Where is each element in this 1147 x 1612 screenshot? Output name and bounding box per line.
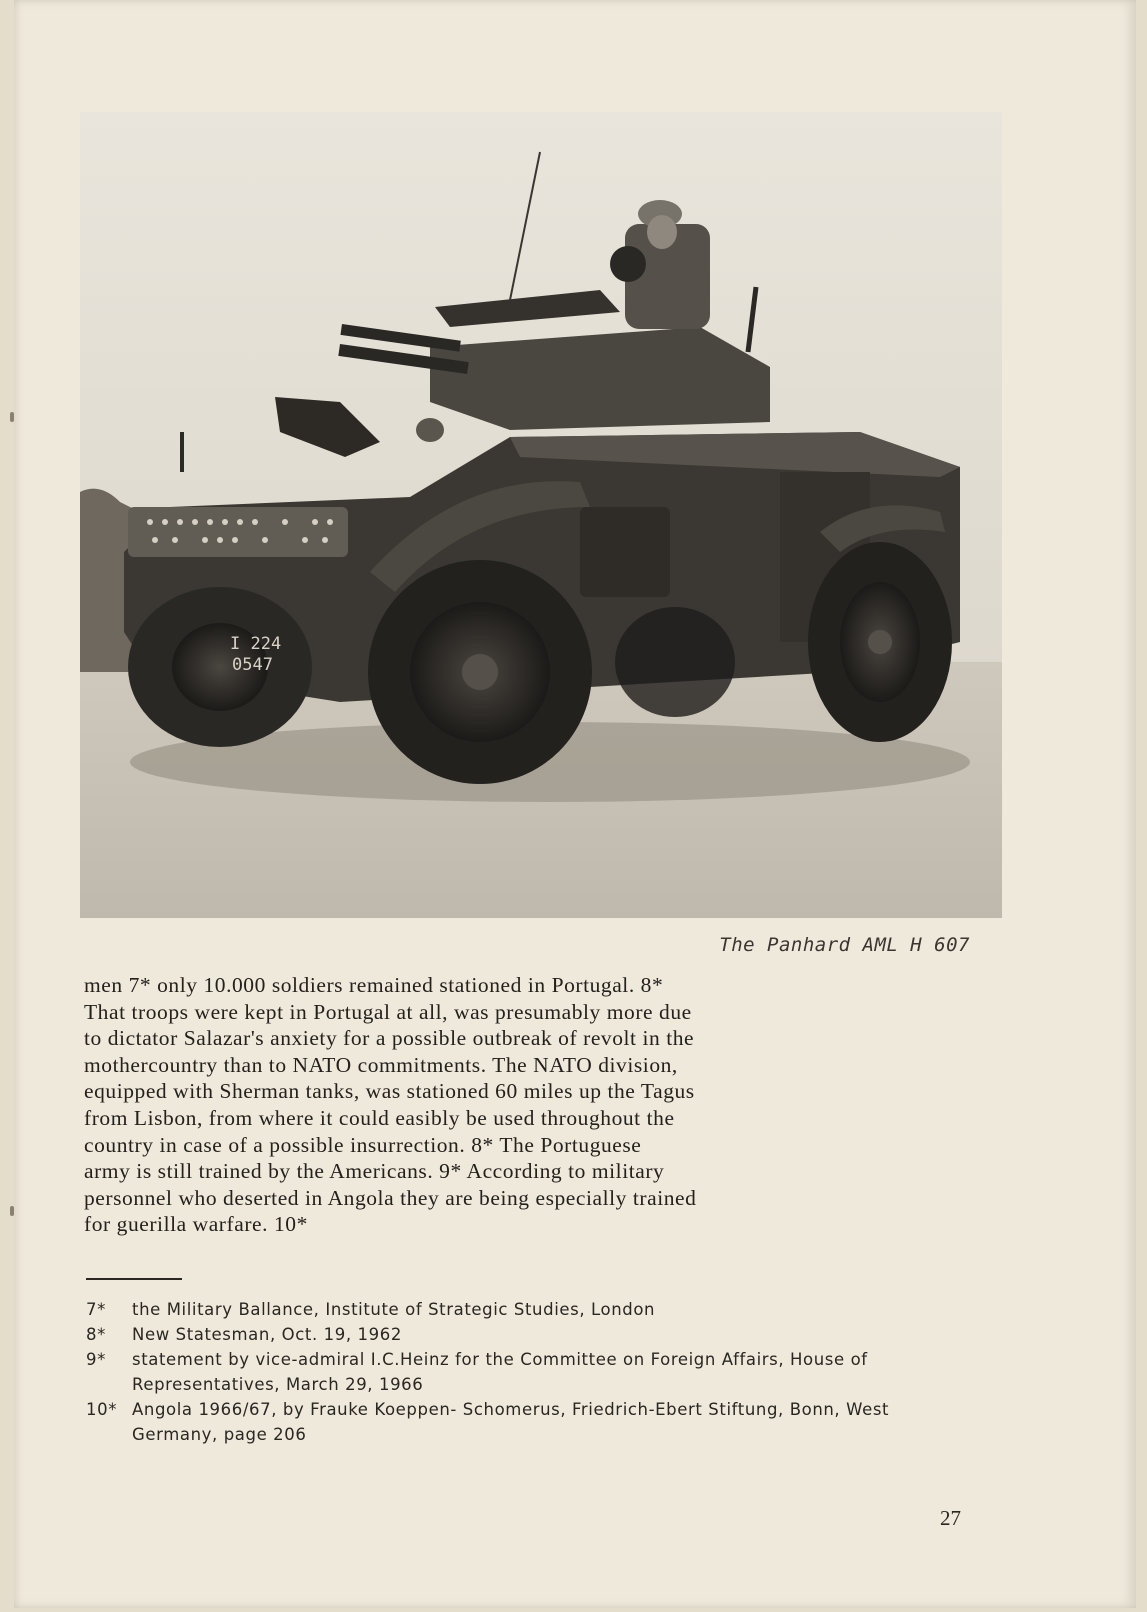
footnote-item [86, 1322, 966, 1347]
footnote-text: statement by vice-admiral I.C.Heinz for the Committee on Foreign Affairs, House of Representatives, March 29, 1966 [132, 1350, 868, 1394]
footnote-item [86, 1397, 966, 1447]
footnote-item [86, 1347, 966, 1397]
body-line: mothercountry than to NATO commitments. The NATO division, [84, 1052, 678, 1077]
footnote-text: Angola 1966/67, by Frauke Koeppen- Schomerus, Friedrich-Ebert Stiftung, Bonn, West Germany, page 206 [132, 1400, 890, 1444]
footnote-item [86, 1297, 966, 1322]
binding-mark [10, 412, 14, 422]
body-line: equipped with Sherman tanks, was stationed 60 miles up the Tagus [84, 1079, 695, 1104]
body-line: to dictator Salazar's anxiety for a possible outbreak of revolt in the [84, 1026, 695, 1051]
body-line: from Lisbon, from where it could easibly be used throughout the [84, 1105, 675, 1130]
page-number: 27 [940, 1506, 961, 1530]
body-paragraph [84, 972, 964, 1238]
body-line: army is still trained by the Americans. 9* According to military [84, 1159, 665, 1184]
footnote-text: the Military Ballance, Institute of Strategic Studies, London [132, 1300, 656, 1319]
footnotes [86, 1297, 966, 1447]
binding-mark [10, 1206, 14, 1216]
body-line: That troops were kept in Portugal at all, was presumably more due [84, 999, 692, 1024]
body-line: men 7* only 10.000 soldiers remained stationed in Portugal. 8* [84, 973, 664, 997]
body-line: for guerilla warfare. 10* [84, 1212, 308, 1237]
footnote-marker: 7* [86, 1300, 106, 1319]
footnote-text: New Statesman, Oct. 19, 1962 [132, 1325, 402, 1344]
vehicle-photo [80, 112, 1002, 918]
footnote-marker: 9* [86, 1350, 106, 1369]
body-line: personnel who deserted in Angola they are being especially trained [84, 1185, 697, 1210]
footnote-marker: 10* [86, 1400, 118, 1419]
photo-caption: The Panhard AML H 607 [719, 934, 970, 956]
plate-line-2: 0547 [232, 655, 273, 675]
body-line: country in case of a possible insurrection. 8* The Portuguese [84, 1132, 642, 1157]
plate-line-1: I 224 [230, 634, 282, 654]
footnote-divider [86, 1278, 182, 1280]
footnote-marker: 8* [86, 1325, 106, 1344]
